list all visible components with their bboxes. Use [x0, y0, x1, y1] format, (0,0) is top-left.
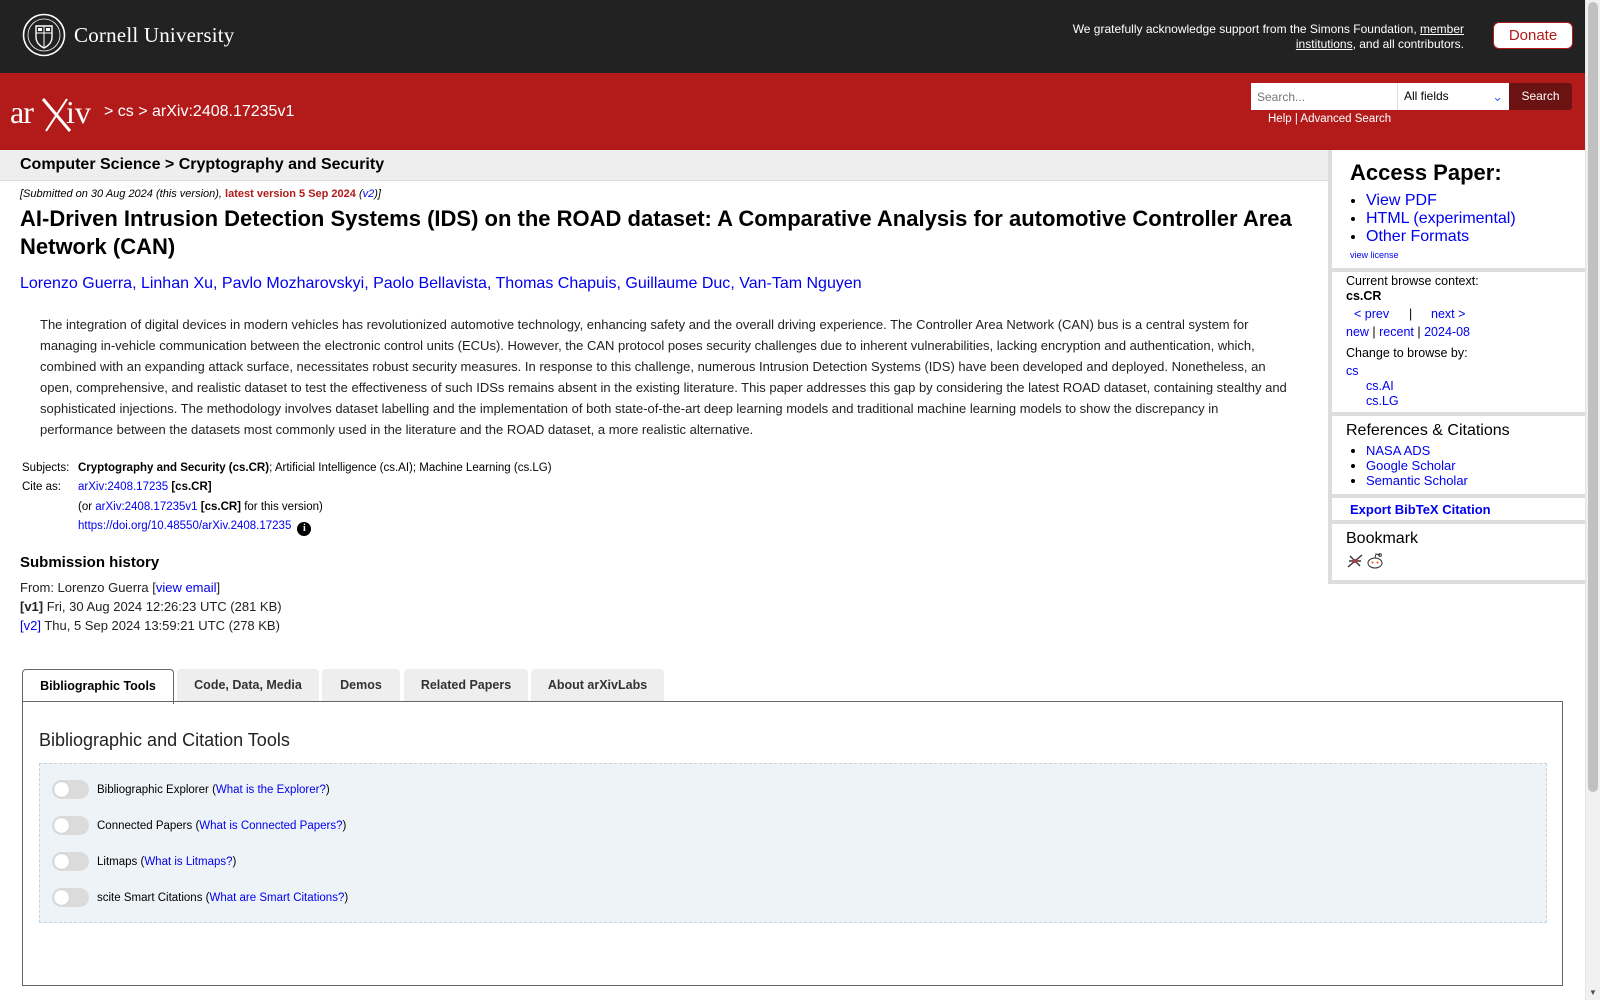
nasa-ads-link[interactable]: NASA ADS [1366, 443, 1431, 458]
arxiv-header [0, 73, 1585, 150]
sidebar [1328, 150, 1585, 584]
submitted-suffix: )] [374, 188, 381, 200]
author-link[interactable]: Lorenzo Guerra [20, 275, 133, 292]
tool-row: Litmaps ( What is Litmaps? ) [52, 852, 236, 871]
cite-version-suffix: for this version) [241, 501, 323, 513]
from-suffix: ] [216, 580, 221, 595]
prev-link[interactable]: < prev [1354, 307, 1390, 321]
browse-list-links: new | recent | 2024-08 [1346, 325, 1470, 339]
other-subjects: ; Artificial Intelligence (cs.AI); Machine Learning (cs.LG) [269, 462, 552, 474]
tool-info-link[interactable]: What is Litmaps? [144, 855, 233, 868]
tool-name: Litmaps [97, 855, 138, 868]
from-prefix: From: Lorenzo Guerra [ [20, 580, 156, 595]
tools-box [39, 763, 1547, 923]
cite-id-link[interactable]: arXiv:2408.17235 [78, 481, 169, 493]
browse-context: cs.CR [1346, 289, 1382, 303]
toggle-switch[interactable] [52, 888, 89, 907]
history-from [20, 580, 220, 595]
access-item [1366, 210, 1516, 228]
prev-next-separator: | [1409, 307, 1413, 321]
other-formats-link[interactable]: Other Formats [1366, 228, 1470, 245]
help-link[interactable]: Help [1268, 113, 1292, 125]
cite-category: [cs.CR] [168, 481, 212, 493]
reference-item [1366, 458, 1468, 473]
search-field-value: All fields [1404, 89, 1449, 103]
new-link[interactable]: new [1346, 325, 1369, 339]
tool-info-link[interactable]: What are Smart Citations? [209, 891, 345, 904]
change-browse-label: Change to browse by: [1346, 346, 1468, 360]
tool-row: Bibliographic Explorer ( What is the Explorer? ) [52, 780, 330, 799]
google-scholar-link[interactable]: Google Scholar [1366, 458, 1456, 473]
v2-link[interactable]: v2 [362, 188, 375, 200]
support-text [1044, 22, 1464, 52]
help-links [1268, 113, 1391, 125]
cornell-logo[interactable] [22, 13, 235, 57]
access-links [1352, 192, 1516, 246]
arxiv-logo-icon[interactable] [10, 93, 102, 133]
subjects-value [78, 462, 552, 474]
author-link[interactable]: Van-Tam Nguyen [739, 275, 862, 292]
cornell-seal-icon [22, 13, 66, 57]
cite-value [78, 481, 212, 493]
submission-dates [20, 188, 381, 200]
history-v1 [20, 599, 282, 614]
recent-link[interactable]: recent [1379, 325, 1414, 339]
doi-link[interactable]: https://doi.org/10.48550/arXiv.2408.17235 [78, 520, 292, 532]
panel-title: Bibliographic and Citation Tools [39, 730, 290, 750]
donate-button[interactable]: Donate [1493, 22, 1573, 49]
tab-demos[interactable]: Demos [322, 669, 400, 702]
cornell-header [0, 0, 1585, 73]
submitted-prefix: [Submitted on 30 Aug 2024 (this version), [20, 188, 226, 200]
semantic-scholar-link[interactable]: Semantic Scholar [1366, 473, 1468, 488]
primary-subject: Cryptography and Security (cs.CR) [78, 462, 270, 474]
submission-history-title: Submission history [20, 554, 160, 571]
help-separator: | [1291, 113, 1301, 125]
author-link[interactable]: Pavlo Mozharovskyi [221, 275, 365, 292]
breadcrumb[interactable]: > cs > arXiv:2408.17235v1 [104, 103, 295, 120]
bibsonomy-icon[interactable] [1346, 552, 1364, 570]
scroll-down-arrow-icon[interactable]: ▼ [1589, 988, 1597, 997]
next-link[interactable]: next > [1431, 307, 1466, 321]
search-field-select[interactable] [1397, 83, 1509, 110]
tab-related-papers[interactable]: Related Papers [404, 669, 528, 702]
tool-name: scite Smart Citations [97, 891, 203, 904]
cite-version-value [78, 501, 323, 513]
bookmark-icons [1346, 552, 1384, 570]
reference-item [1366, 443, 1468, 458]
view-license-link[interactable]: view license [1350, 250, 1399, 260]
view-email-link[interactable]: view email [155, 580, 217, 595]
tool-info-link[interactable]: What is Connected Papers? [199, 819, 343, 832]
browse-cs-lg-link[interactable]: cs.LG [1366, 394, 1399, 408]
reference-links [1352, 443, 1468, 488]
toggle-switch[interactable] [52, 852, 89, 871]
tool-info-link[interactable]: What is the Explorer? [215, 783, 326, 796]
search-button[interactable]: Search [1509, 83, 1572, 110]
chevron-down-icon: ⌄ [1492, 89, 1503, 104]
tool-row: Connected Papers ( What is Connected Papers? ) [52, 816, 346, 835]
info-icon[interactable]: i [297, 522, 311, 536]
browse-cs-ai-link[interactable]: cs.AI [1366, 379, 1394, 393]
category-header [0, 150, 1328, 181]
cite-label: Cite as: [22, 481, 61, 493]
page-scrollbar[interactable] [1585, 0, 1600, 1000]
cite-version-link[interactable]: arXiv:2408.17235v1 [95, 501, 198, 513]
export-bibtex-link[interactable]: Export BibTeX Citation [1350, 502, 1491, 517]
svg-text:ar: ar [10, 94, 33, 130]
toggle-switch[interactable] [52, 816, 89, 835]
member-institutions-link[interactable]: member institutions [1295, 22, 1464, 51]
v1-text: Fri, 30 Aug 2024 12:26:23 UTC (281 KB) [43, 599, 282, 614]
reference-item [1366, 473, 1468, 488]
toggle-switch[interactable] [52, 780, 89, 799]
author-link[interactable]: Paolo Bellavista [373, 275, 487, 292]
tab-bibliographic-tools[interactable]: Bibliographic Tools [22, 669, 174, 704]
author-link[interactable]: Guillaume Duc [625, 275, 731, 292]
bookmark-title: Bookmark [1346, 530, 1419, 547]
bookmark-section [1332, 524, 1585, 584]
references-title: References & Citations [1346, 422, 1510, 439]
access-paper-section [1332, 150, 1585, 272]
submitted-mid: ( [355, 188, 363, 200]
subjects-label: Subjects: [22, 462, 70, 474]
v1-label: [v1] [20, 599, 44, 614]
abstract: The integration of digital devices in modern vehicles has revolutionized automotive technology, enhancing safety and the overall driving experience. The Controller Area Network (CAN) bus is a central system for managing in-vehicle communication between the electronic control units (ECUs). However, the CAN protocol poses security challenges due to inherent vulnerabilities, lacking encryption and authentication, which, combined with an expanding attack surface, necessitates robust security measures. In response to this challenge, numerous Intrusion Detection Systems (IDS) have been developed and deployed. Nonetheless, an open, comprehensive, and realistic dataset to test the effectiveness of such IDSs remains absent in the existing literature. This paper addresses this gap by considering the latest ROAD dataset, containing stealthy and sophisticated injections. The methodology involves dataset labelling and the implementation of both state-of-the-art deep learning models and traditional machine learning models to show the discrepancy in performance between the datasets most commonly used in the literature and the ROAD dataset, a more realistic alternative. [40, 317, 1287, 437]
access-paper-title: Access Paper: [1350, 160, 1502, 185]
references-section [1332, 416, 1585, 498]
support-text-1: We gratefully acknowledge support from the Simons Foundation, [1072, 22, 1420, 36]
tool-name: Bibliographic Explorer [97, 783, 209, 796]
category-breadcrumb[interactable]: Computer Science > Cryptography and Security [20, 156, 385, 173]
author-list: Lorenzo Guerra, Linhan Xu, Pavlo Mozharovskyi, Paolo Bellavista, Thomas Chapuis, Guillaume Duc, Van-Tam Nguyen [20, 275, 862, 292]
support-text-2: , and all contributors. [1352, 37, 1464, 51]
paper-title: AI-Driven Intrusion Detection Systems (IDS) on the ROAD dataset: A Comparative Analysis for automotive Controller Area Network (CAN) [20, 206, 1292, 259]
tab-panel [22, 701, 1563, 986]
browse-cs-link[interactable]: cs [1346, 364, 1359, 378]
history-v2 [20, 618, 280, 633]
scrollbar-thumb[interactable] [1588, 2, 1598, 792]
export-section [1332, 498, 1585, 524]
month-link[interactable]: 2024-08 [1424, 325, 1470, 339]
svg-text:iv: iv [66, 94, 91, 130]
view-pdf-link[interactable]: View PDF [1366, 192, 1437, 209]
doi-value [78, 520, 311, 536]
tool-row: scite Smart Citations ( What are Smart Citations? ) [52, 888, 348, 907]
access-item [1366, 192, 1516, 210]
v2-text: Thu, 5 Sep 2024 13:59:21 UTC (278 KB) [40, 618, 280, 633]
reddit-icon[interactable] [1366, 552, 1384, 570]
cornell-name: Cornell University [74, 22, 235, 47]
html-experimental-link[interactable]: HTML (experimental) [1366, 210, 1516, 227]
author-link[interactable]: Linhan Xu [140, 275, 214, 292]
author-link[interactable]: Thomas Chapuis [495, 275, 617, 292]
tab-code-data-media[interactable]: Code, Data, Media [177, 669, 319, 702]
latest-version: latest version 5 Sep 2024 [225, 188, 356, 200]
cite-version-category: [cs.CR] [197, 501, 242, 513]
cite-or: (or [78, 501, 96, 513]
browse-context-label: Current browse context: [1346, 274, 1479, 288]
browse-section [1332, 272, 1585, 416]
search-input[interactable] [1251, 83, 1397, 110]
tool-name: Connected Papers [97, 819, 193, 832]
v2-label-link[interactable]: [v2] [20, 618, 41, 633]
tab-about-arxivlabs[interactable]: About arXivLabs [531, 669, 664, 702]
access-item [1366, 228, 1516, 246]
advanced-search-link[interactable]: Advanced Search [1300, 113, 1392, 125]
